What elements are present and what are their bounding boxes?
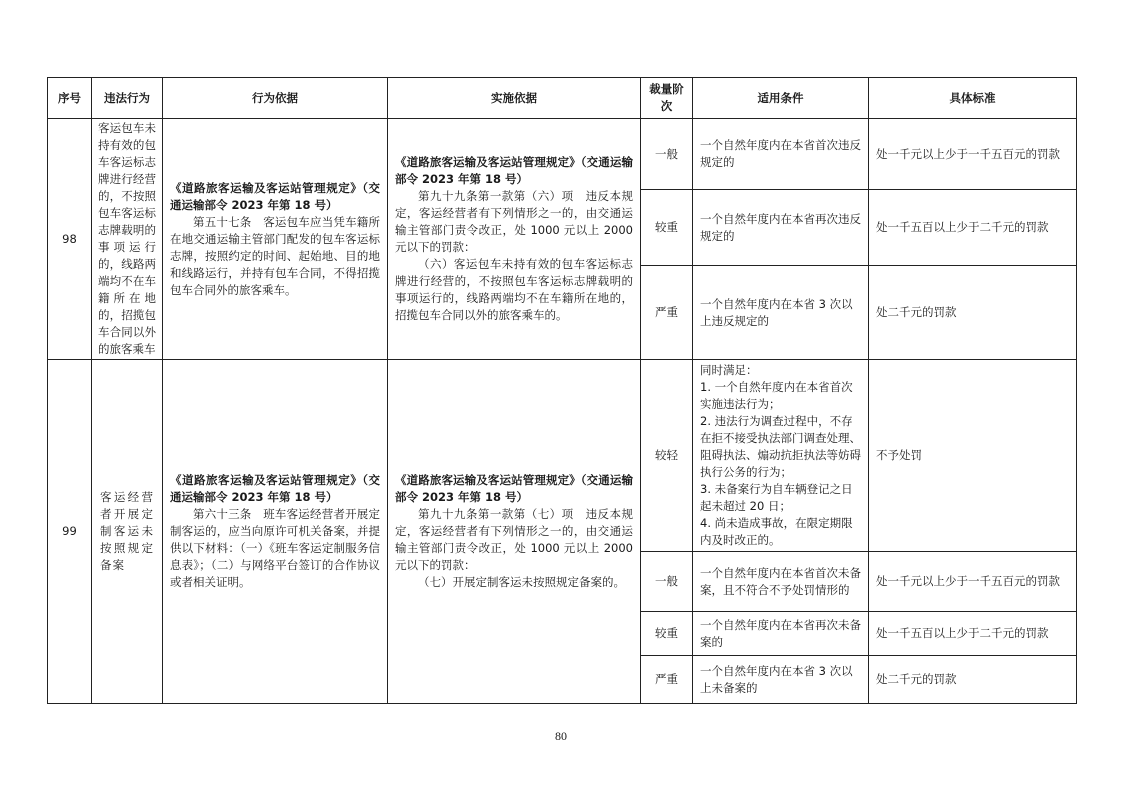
impl-law-title: 《道路旅客运输及客运站管理规定》（交通运输部令 2023 年第 18 号） bbox=[395, 473, 633, 504]
seq-cell: 99 bbox=[48, 360, 92, 704]
table-row bbox=[48, 360, 1077, 552]
basis-text: 第五十七条 客运包车应当凭车籍所在地交通运输主管部门配发的包车客运标志牌，按照约定的时间、起始地、目的地和线路运行，并持有包车合同，不得招揽包车合同外的旅客乘车。 bbox=[170, 214, 380, 297]
level-cell: 一般 bbox=[641, 552, 693, 612]
header-standard: 具体标准 bbox=[869, 78, 1077, 119]
violation-cell: 客运经营者开展定制客运未按照规定备案 bbox=[92, 360, 163, 704]
condition-cell: 一个自然年度内在本省再次未备案的 bbox=[693, 612, 869, 656]
standard-cell: 处二千元的罚款 bbox=[869, 656, 1077, 704]
standard-cell: 处一千元以上少于一千五百元的罚款 bbox=[869, 552, 1077, 612]
basis-cell bbox=[163, 119, 388, 360]
standard-cell: 处一千五百以上少于二千元的罚款 bbox=[869, 190, 1077, 266]
standard-cell: 处一千五百以上少于二千元的罚款 bbox=[869, 612, 1077, 656]
standard-cell: 处一千元以上少于一千五百元的罚款 bbox=[869, 119, 1077, 190]
header-level: 裁量阶次 bbox=[641, 78, 693, 119]
violation-cell: 客运包车未持有效的包车客运标志牌进行经营的，不按照包车客运标志牌载明的事项运行的，线路两端均不在车籍所在地的，招揽包车合同以外的旅客乘车 bbox=[92, 119, 163, 360]
level-cell: 严重 bbox=[641, 656, 693, 704]
page-number: 80 bbox=[555, 729, 567, 743]
condition-cell: 一个自然年度内在本省首次未备案，且不符合不予处罚情形的 bbox=[693, 552, 869, 612]
header-seq: 序号 bbox=[48, 78, 92, 119]
implementation-cell bbox=[388, 360, 641, 704]
impl-text-2: （七）开展定制客运未按照规定备案的。 bbox=[418, 575, 625, 589]
header-basis: 行为依据 bbox=[163, 78, 388, 119]
condition-cell: 一个自然年度内在本省再次违反规定的 bbox=[693, 190, 869, 266]
level-cell: 严重 bbox=[641, 266, 693, 360]
level-cell: 一般 bbox=[641, 119, 693, 190]
penalty-table bbox=[47, 77, 1077, 704]
implementation-cell bbox=[388, 119, 641, 360]
condition-cell: 同时满足： 1. 一个自然年度内在本省首次实施违法行为； 2. 违法行为调查过程中，不存在拒不接受执法部门调查处理、阻碍执法、煽动抗拒执法等妨碍执行公务的行为； 3. 未备案行为自车辆登记之日起未超过 20 日； 4. 尚未造成事故，在限定期限内及时改正的。 bbox=[693, 360, 869, 552]
basis-law-title: 《道路旅客运输及客运站管理规定》（交通运输部令 2023 年第 18 号） bbox=[170, 473, 380, 504]
condition-cell: 一个自然年度内在本省 3 次以上违反规定的 bbox=[693, 266, 869, 360]
impl-text-2: （六）客运包车未持有效的包车客运标志牌进行经营的，不按照包车客运标志牌载明的事项运行的，线路两端均不在车籍所在地的，招揽包车合同以外的旅客乘车的。 bbox=[395, 257, 633, 322]
level-cell: 较重 bbox=[641, 612, 693, 656]
impl-law-title: 《道路旅客运输及客运站管理规定》（交通运输部令 2023 年第 18 号） bbox=[395, 155, 633, 186]
seq-cell: 98 bbox=[48, 119, 92, 360]
condition-cell: 一个自然年度内在本省 3 次以上未备案的 bbox=[693, 656, 869, 704]
condition-cell: 一个自然年度内在本省首次违反规定的 bbox=[693, 119, 869, 190]
header-row bbox=[48, 78, 1077, 119]
basis-cell bbox=[163, 360, 388, 704]
basis-text: 第六十三条 班车客运经营者开展定制客运的，应当向原许可机关备案，并提供以下材料：（一）《班车客运定制服务信息表》；（二）与网络平台签订的合作协议或者相关证明。 bbox=[170, 507, 380, 589]
basis-law-title: 《道路旅客运输及客运站管理规定》（交通运输部令 2023 年第 18 号） bbox=[170, 180, 380, 212]
impl-text-1: 第九十九条第一款第（六）项 违反本规定，客运经营者有下列情形之一的，由交通运输主管部门责令改正，处 1000 元以上 2000 元以下的罚款： bbox=[395, 189, 633, 254]
table-row bbox=[48, 119, 1077, 190]
header-violation: 违法行为 bbox=[92, 78, 163, 119]
header-condition: 适用条件 bbox=[693, 78, 869, 119]
standard-cell: 处二千元的罚款 bbox=[869, 266, 1077, 360]
level-cell: 较轻 bbox=[641, 360, 693, 552]
impl-text-1: 第九十九条第一款第（七）项 违反本规定，客运经营者有下列情形之一的，由交通运输主管部门责令改正，处 1000 元以上 2000 元以下的罚款： bbox=[395, 507, 633, 572]
standard-cell: 不予处罚 bbox=[869, 360, 1077, 552]
header-implementation: 实施依据 bbox=[388, 78, 641, 119]
level-cell: 较重 bbox=[641, 190, 693, 266]
